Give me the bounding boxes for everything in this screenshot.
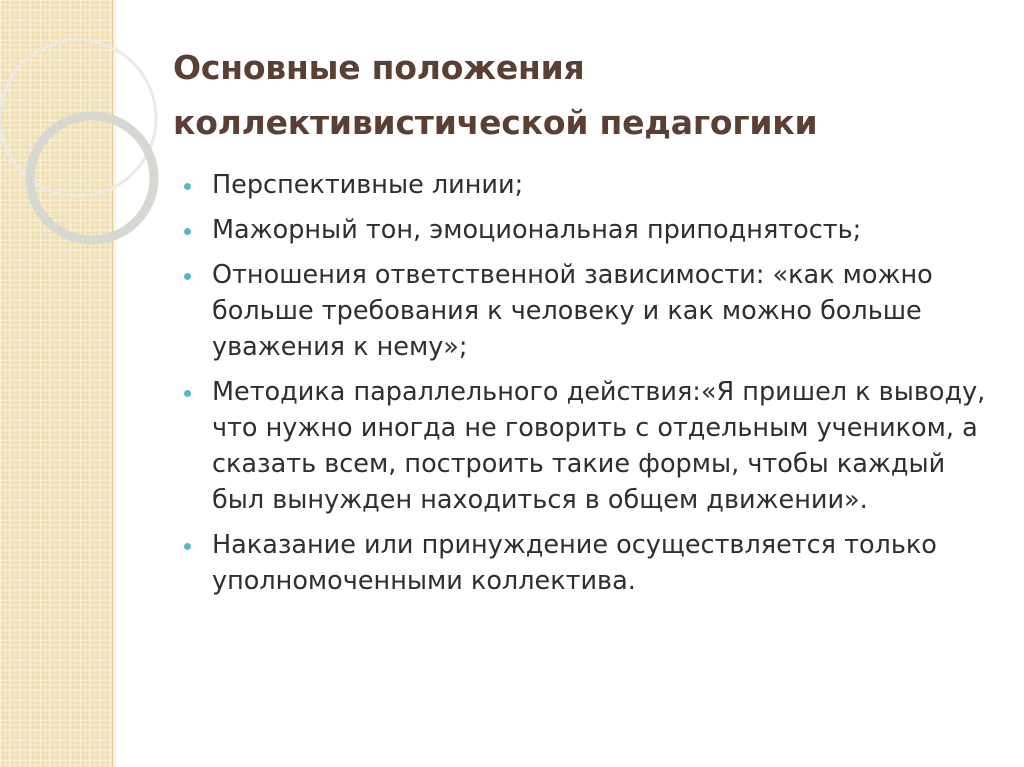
list-item-text: Мажорный тон, эмоциональная приподнятость; <box>212 215 862 245</box>
list-item-text: Перспективные линии; <box>212 170 524 200</box>
list-item <box>184 374 989 518</box>
title-line-2: коллективистической педагогики <box>173 103 818 142</box>
decorative-circles <box>0 0 140 260</box>
title-line-1: Основные положения <box>173 48 585 87</box>
list-item <box>184 167 989 203</box>
bullet-list <box>184 167 989 608</box>
list-item-text: Методика параллельного действия:«Я пришел к выводу, что нужно иногда не говорить с отдельным учеником, а сказать всем, построить такие формы, чтобы каждый был вынужден находиться в общем движении». <box>212 377 986 515</box>
list-item <box>184 257 989 365</box>
list-item-text: Отношения ответственной зависимости: «как можно больше требования к человеку и как можно больше уважения к нему»; <box>212 260 933 362</box>
list-item <box>184 527 989 599</box>
list-item <box>184 212 989 248</box>
small-circle-ring <box>30 116 154 240</box>
slide-title <box>173 40 993 150</box>
list-item-text: Наказание или принуждение осуществляется только уполномоченными коллектива. <box>212 530 937 596</box>
